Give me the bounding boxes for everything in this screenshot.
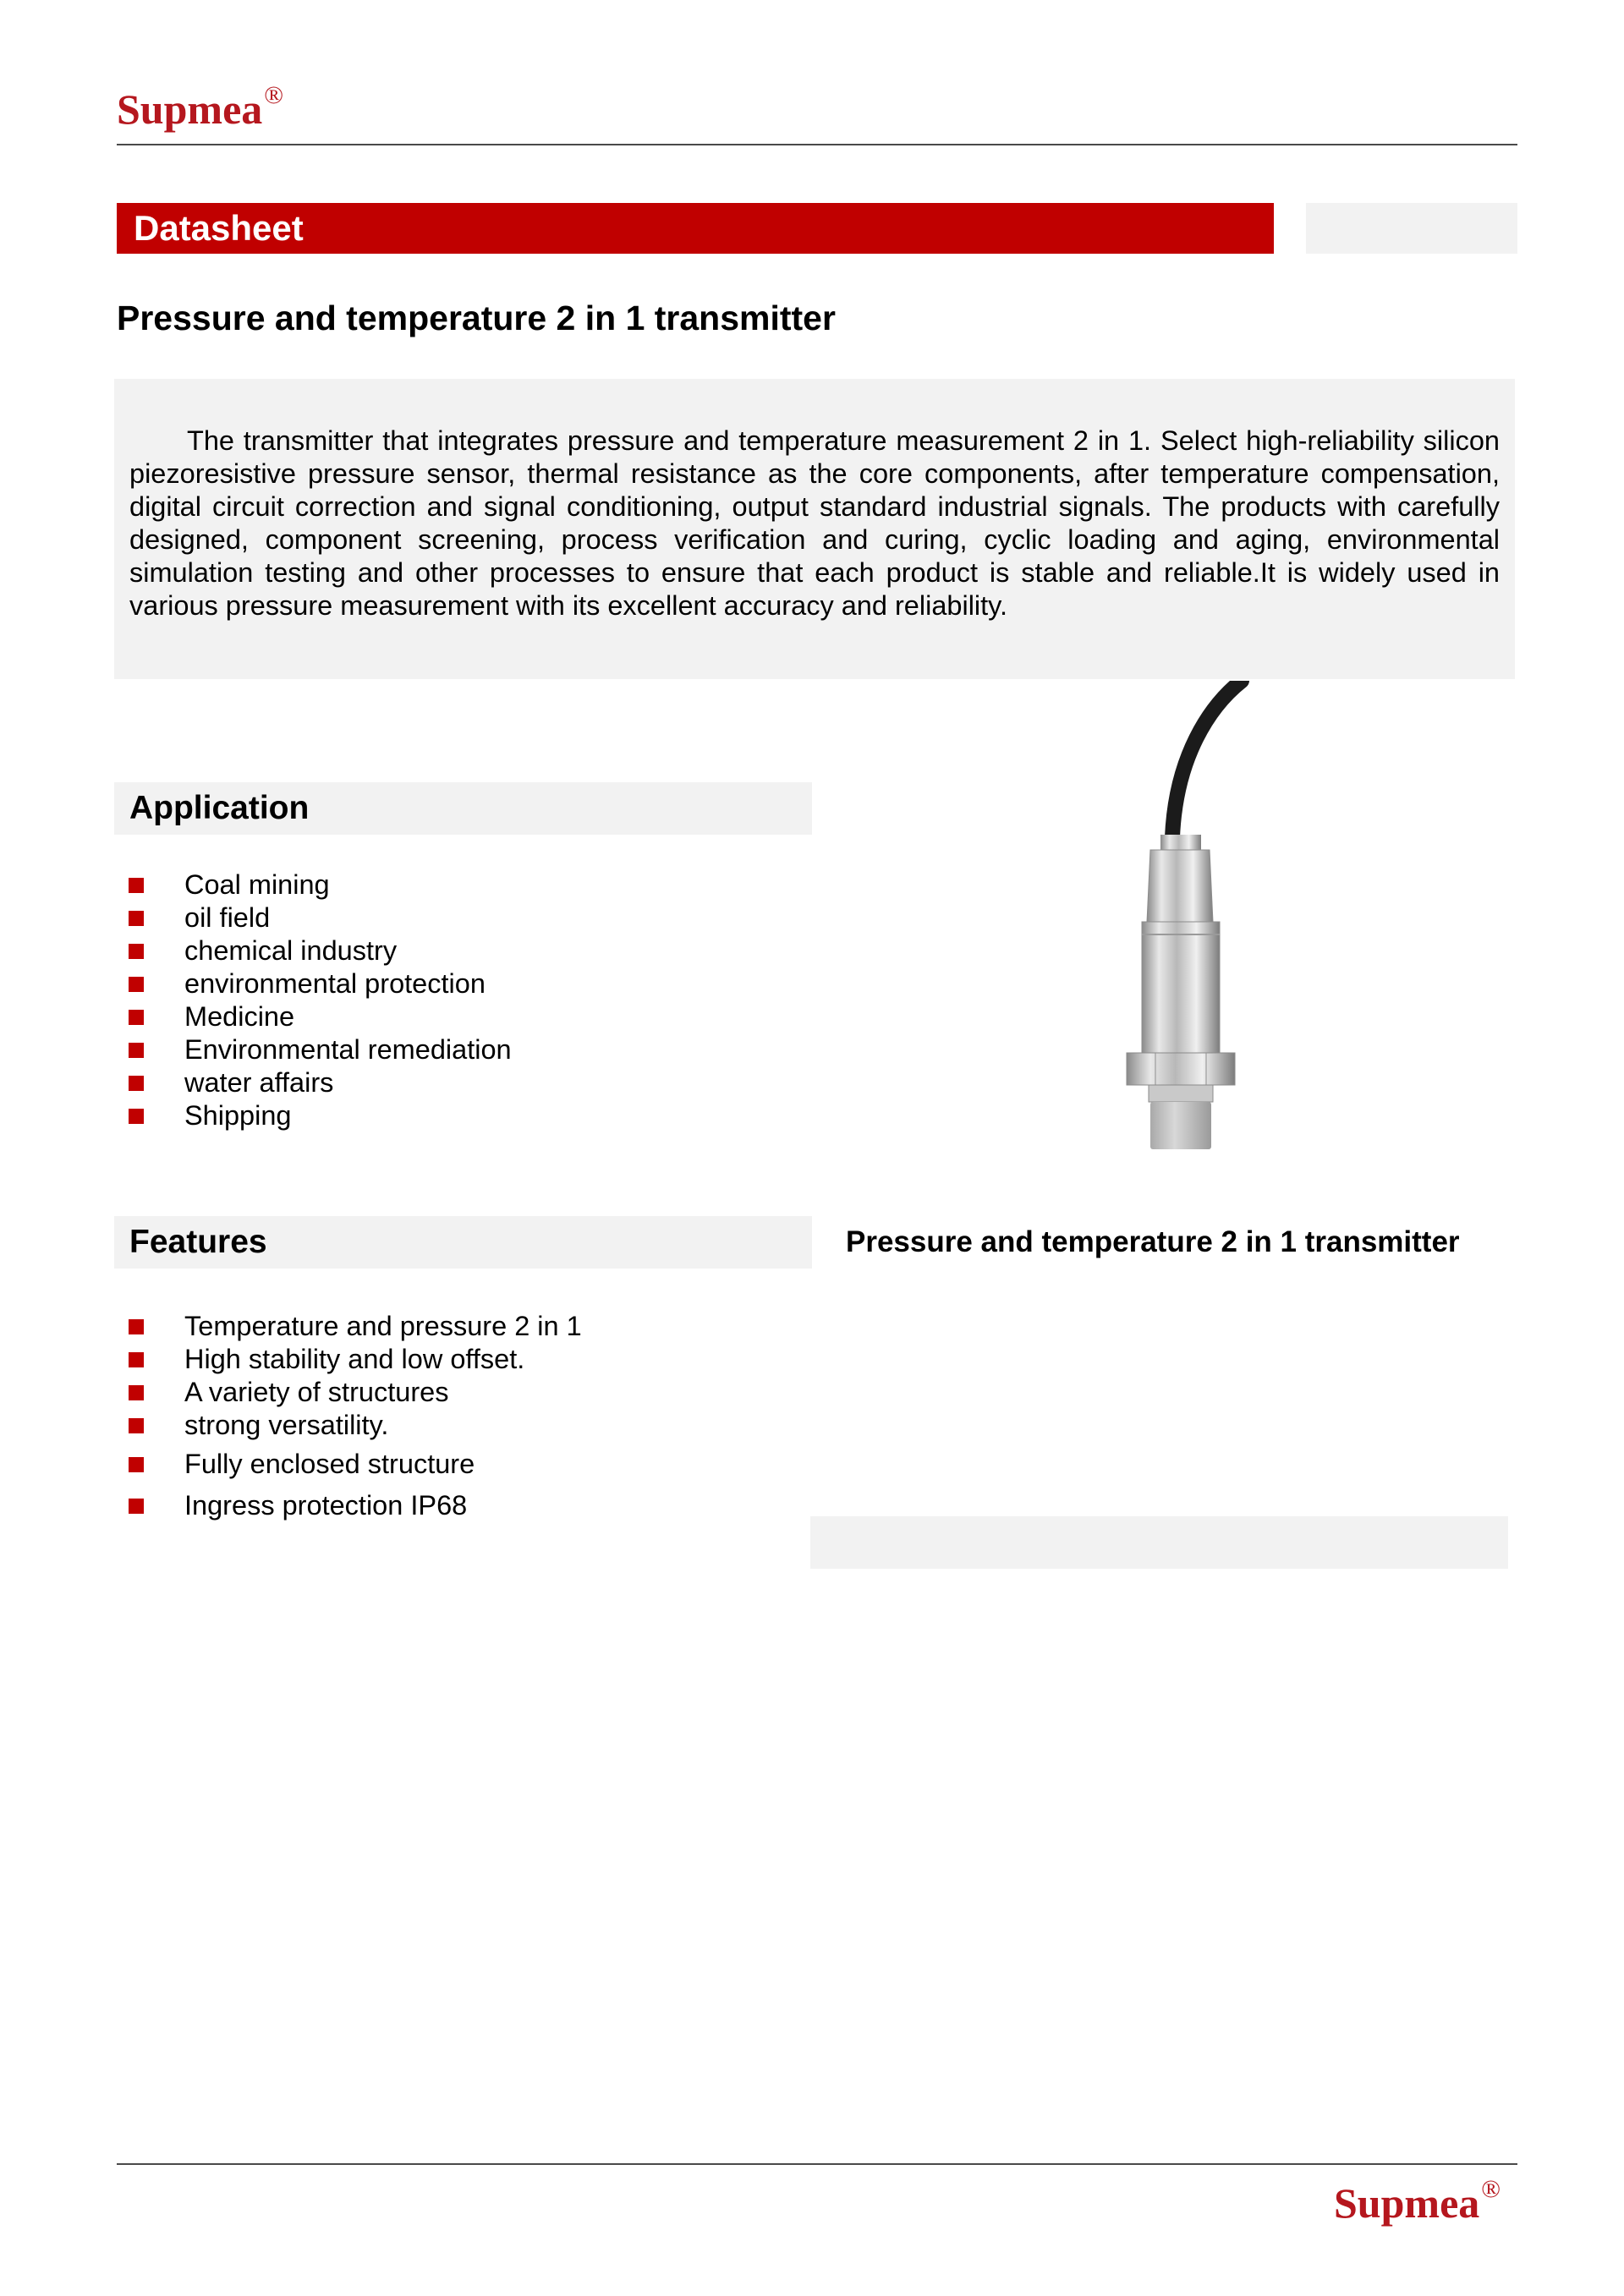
footer-rule	[117, 2163, 1517, 2165]
footer-brand-text: Supmea	[1334, 2179, 1480, 2227]
list-item: Temperature and pressure 2 in 1	[114, 1310, 791, 1343]
footer-registered-mark: ®	[1481, 2175, 1501, 2203]
cable-gland-shape	[1160, 835, 1201, 850]
features-list	[114, 1310, 791, 1522]
upper-body-shape	[1147, 850, 1213, 922]
bullet-square-icon	[129, 1418, 144, 1433]
list-item: oil field	[114, 901, 791, 934]
list-item: A variety of structures	[114, 1376, 791, 1409]
description-panel	[114, 379, 1515, 679]
bullet-square-icon	[129, 878, 144, 893]
caption-gray-bar	[810, 1516, 1508, 1569]
list-item: Coal mining	[114, 869, 791, 901]
list-item: chemical industry	[114, 934, 791, 967]
list-item: Ingress protection IP68	[114, 1489, 791, 1522]
datasheet-label: Datasheet	[134, 208, 304, 248]
footer-logo	[1334, 2175, 1501, 2227]
features-heading-label: Features	[129, 1224, 267, 1260]
list-item: strong versatility.	[114, 1409, 791, 1442]
bullet-square-icon	[129, 1319, 144, 1334]
datasheet-banner	[117, 203, 1274, 254]
bullet-square-icon	[129, 911, 144, 926]
list-item: environmental protection	[114, 967, 791, 1000]
features-heading	[114, 1216, 812, 1269]
bullet-square-icon	[129, 977, 144, 992]
bullet-square-icon	[129, 1352, 144, 1367]
list-item: Environmental remediation	[114, 1033, 791, 1066]
banner-side-panel	[1306, 203, 1517, 254]
bullet-square-icon	[129, 944, 144, 959]
application-list	[114, 869, 791, 1132]
bullet-square-icon	[129, 1109, 144, 1124]
hex-nut-shape	[1127, 1053, 1235, 1085]
registered-mark: ®	[264, 81, 284, 109]
bullet-square-icon	[129, 1499, 144, 1514]
list-item: Shipping	[114, 1099, 791, 1132]
bullet-square-icon	[129, 1076, 144, 1091]
cable-shape	[1172, 681, 1242, 837]
application-heading	[114, 782, 812, 835]
sensor-tip-shape	[1150, 1102, 1211, 1149]
header-logo	[117, 81, 284, 133]
header-brand-text: Supmea	[117, 85, 263, 133]
list-item: Fully enclosed structure	[114, 1448, 791, 1481]
page-title: Pressure and temperature 2 in 1 transmitter	[117, 299, 836, 337]
list-item: Medicine	[114, 1000, 791, 1033]
application-heading-label: Application	[129, 790, 310, 826]
list-item: High stability and low offset.	[114, 1343, 791, 1376]
bullet-square-icon	[129, 1385, 144, 1400]
bullet-square-icon	[129, 1010, 144, 1025]
header-rule	[117, 144, 1517, 145]
mid-body-shape	[1142, 922, 1220, 1053]
bullet-square-icon	[129, 1043, 144, 1058]
description-text: The transmitter that integrates pressure and temperature measurement 2 in 1. Select high-reliability silicon piezoresistive pressure sensor, thermal resistance as the core components, after temperature compensation, digital circuit correction and signal conditioning, output standard industrial signals. The products with carefully designed, component screening, process verification and curing, cyclic loading and aging, environmental simulation testing and other processes to ensure that each product is stable and reliable.It is widely used in various pressure measurement with its excellent accuracy and reliability.	[129, 425, 1500, 621]
transmitter-product-image	[1091, 681, 1269, 1159]
bullet-square-icon	[129, 1457, 144, 1472]
thread-shape	[1149, 1085, 1213, 1102]
image-caption: Pressure and temperature 2 in 1 transmitter	[846, 1225, 1460, 1258]
list-item: water affairs	[114, 1066, 791, 1099]
